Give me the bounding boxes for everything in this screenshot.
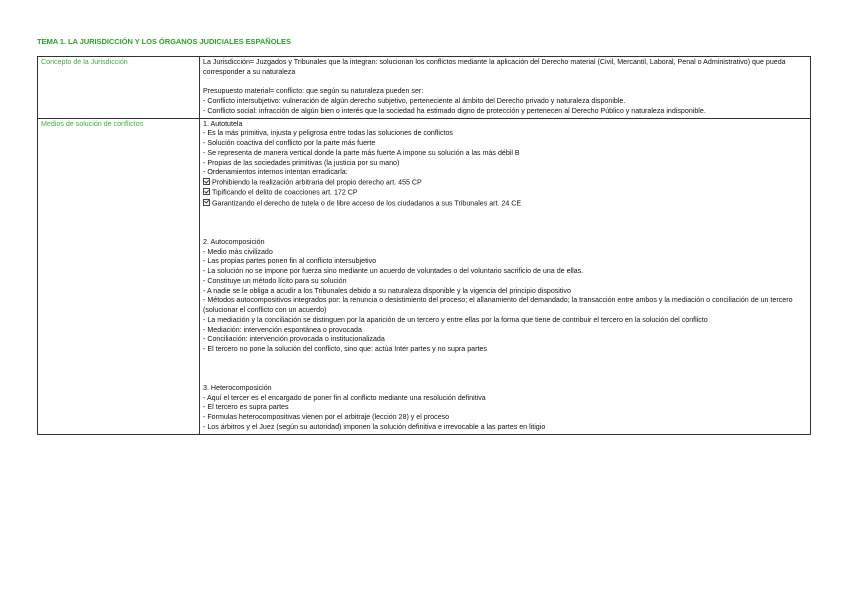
document-title: TEMA 1. LA JURISDICCIÓN Y LOS ÓRGANOS JUDICIALES ESPAÑOLES [37,37,291,46]
table-row [38,57,811,119]
checkbox-icon [203,178,210,185]
section-heading: 3. Heterocomposición [203,383,272,392]
list-item: - Formulas heterocompositivas vienen por el arbitraje (lección 28) y el proceso [203,413,450,421]
list-item: - Mediación: intervención espontánea o provocada [203,325,362,334]
list-item: - El tercero no pone la solución del conflicto, sino que: actúa Inter partes y no supra partes [203,345,487,353]
paragraph: La Jurisdicción= Juzgados y Tribunales que la integran: solucionan los conflictos mediante la aplicación del Derecho material (Civil, Mercantil, Laboral, Penal o Administrativo) que pueda corresponder a su naturaleza [203,58,786,76]
row-label-concepto: Concepto de la Jurisdicción [38,57,200,119]
list-item: - Constituye un método lícito para su solución [203,276,347,285]
check-item [203,188,807,198]
section-heterocomposicion [203,384,807,433]
section-autotutela [203,120,807,209]
check-item [203,178,807,188]
paragraph: Presupuesto material= conflicto: que según su naturaleza pueden ser: [203,87,424,96]
content-table [37,56,811,435]
section-autocomposicion [203,238,807,355]
list-item: - Medio más civilizado [203,247,273,256]
list-item: - La mediación y la conciliación se distinguen por la aparición de un tercero y entre ellas por la forma que tiene de contribuir el tercero en la solución del conflicto [203,315,708,324]
list-item: - Las propias partes ponen fin al conflicto intersubjetivo [203,257,377,266]
list-item: - Propias de las sociedades primitivas (la justicia por su mano) [203,158,400,167]
section-heading: 1. Autotutela [203,119,243,128]
check-item-text: Prohibiendo la realización arbitraria del propio derecho art. 455 CP [212,178,422,187]
checkbox-icon [203,199,210,206]
check-item-text: Garantizando el derecho de tutela o de libre acceso de los ciudadanos a sus Tribunales art. 24 CE [212,199,522,207]
list-item: - Conciliación: intervención provocada o institucionalizada [203,335,385,344]
list-item: - Se representa de manera vertical donde la parte más fuerte A impone su solución a las más débil B [203,148,520,157]
list-item: - Solución coactiva del conflicto por la parte más fuerte [203,139,376,147]
paragraph: - Conflicto intersubjetivo: vulneración de algún derecho subjetivo, perteneciente al ámbito del Derecho privado y naturaleza disponible. [203,97,626,105]
list-item: - Ordenamientos internos intentan erradicarla: [203,168,348,177]
row-content-concepto [200,57,811,119]
list-item: - Los árbitros y el Juez (según su autoridad) imponen la solución definitiva e irrevocable a las partes en litigio [203,422,546,431]
check-item [203,199,807,209]
list-item: - El tercero es supra partes [203,403,289,412]
list-item: - La solución no se impone por fuerza sino mediante un acuerdo de voluntades o del voluntario sacrificio de una de ellas. [203,267,584,275]
row-content-medios [200,118,811,434]
list-item: - Métodos autocompositivos integrados por: la renuncia o desistimiento del proceso; el allanamiento del demandado; la transacción entre ambos y la mediación o conciliación de un tercero (solucionar el conflicto con un acuerdo) [203,296,793,314]
section-heading: 2. Autocomposición [203,237,265,246]
list-item: - Aquí el tercer es el encargado de poner fin al conflicto mediante una resolución definitiva [203,393,486,402]
list-item: - Es la más primitiva, injusta y peligrosa entre todas las soluciones de conflictos [203,129,453,138]
paragraph: - Conflicto social: infracción de algún bien o interés que la sociedad ha estimado digno de protección y pertenecen al Derecho Público y naturaleza indisponible. [203,106,706,115]
check-item-text: Tipificando el delito de coacciones art. 172 CP [212,188,358,197]
list-item: - A nadie se le obliga a acudir a los Tribunales debido a su naturaleza disponible y la vigencia del principio dispositivo [203,286,571,295]
table-row [38,118,811,434]
row-label-medios: Medios de solución de conflictos [38,118,200,434]
checkbox-icon [203,188,210,195]
